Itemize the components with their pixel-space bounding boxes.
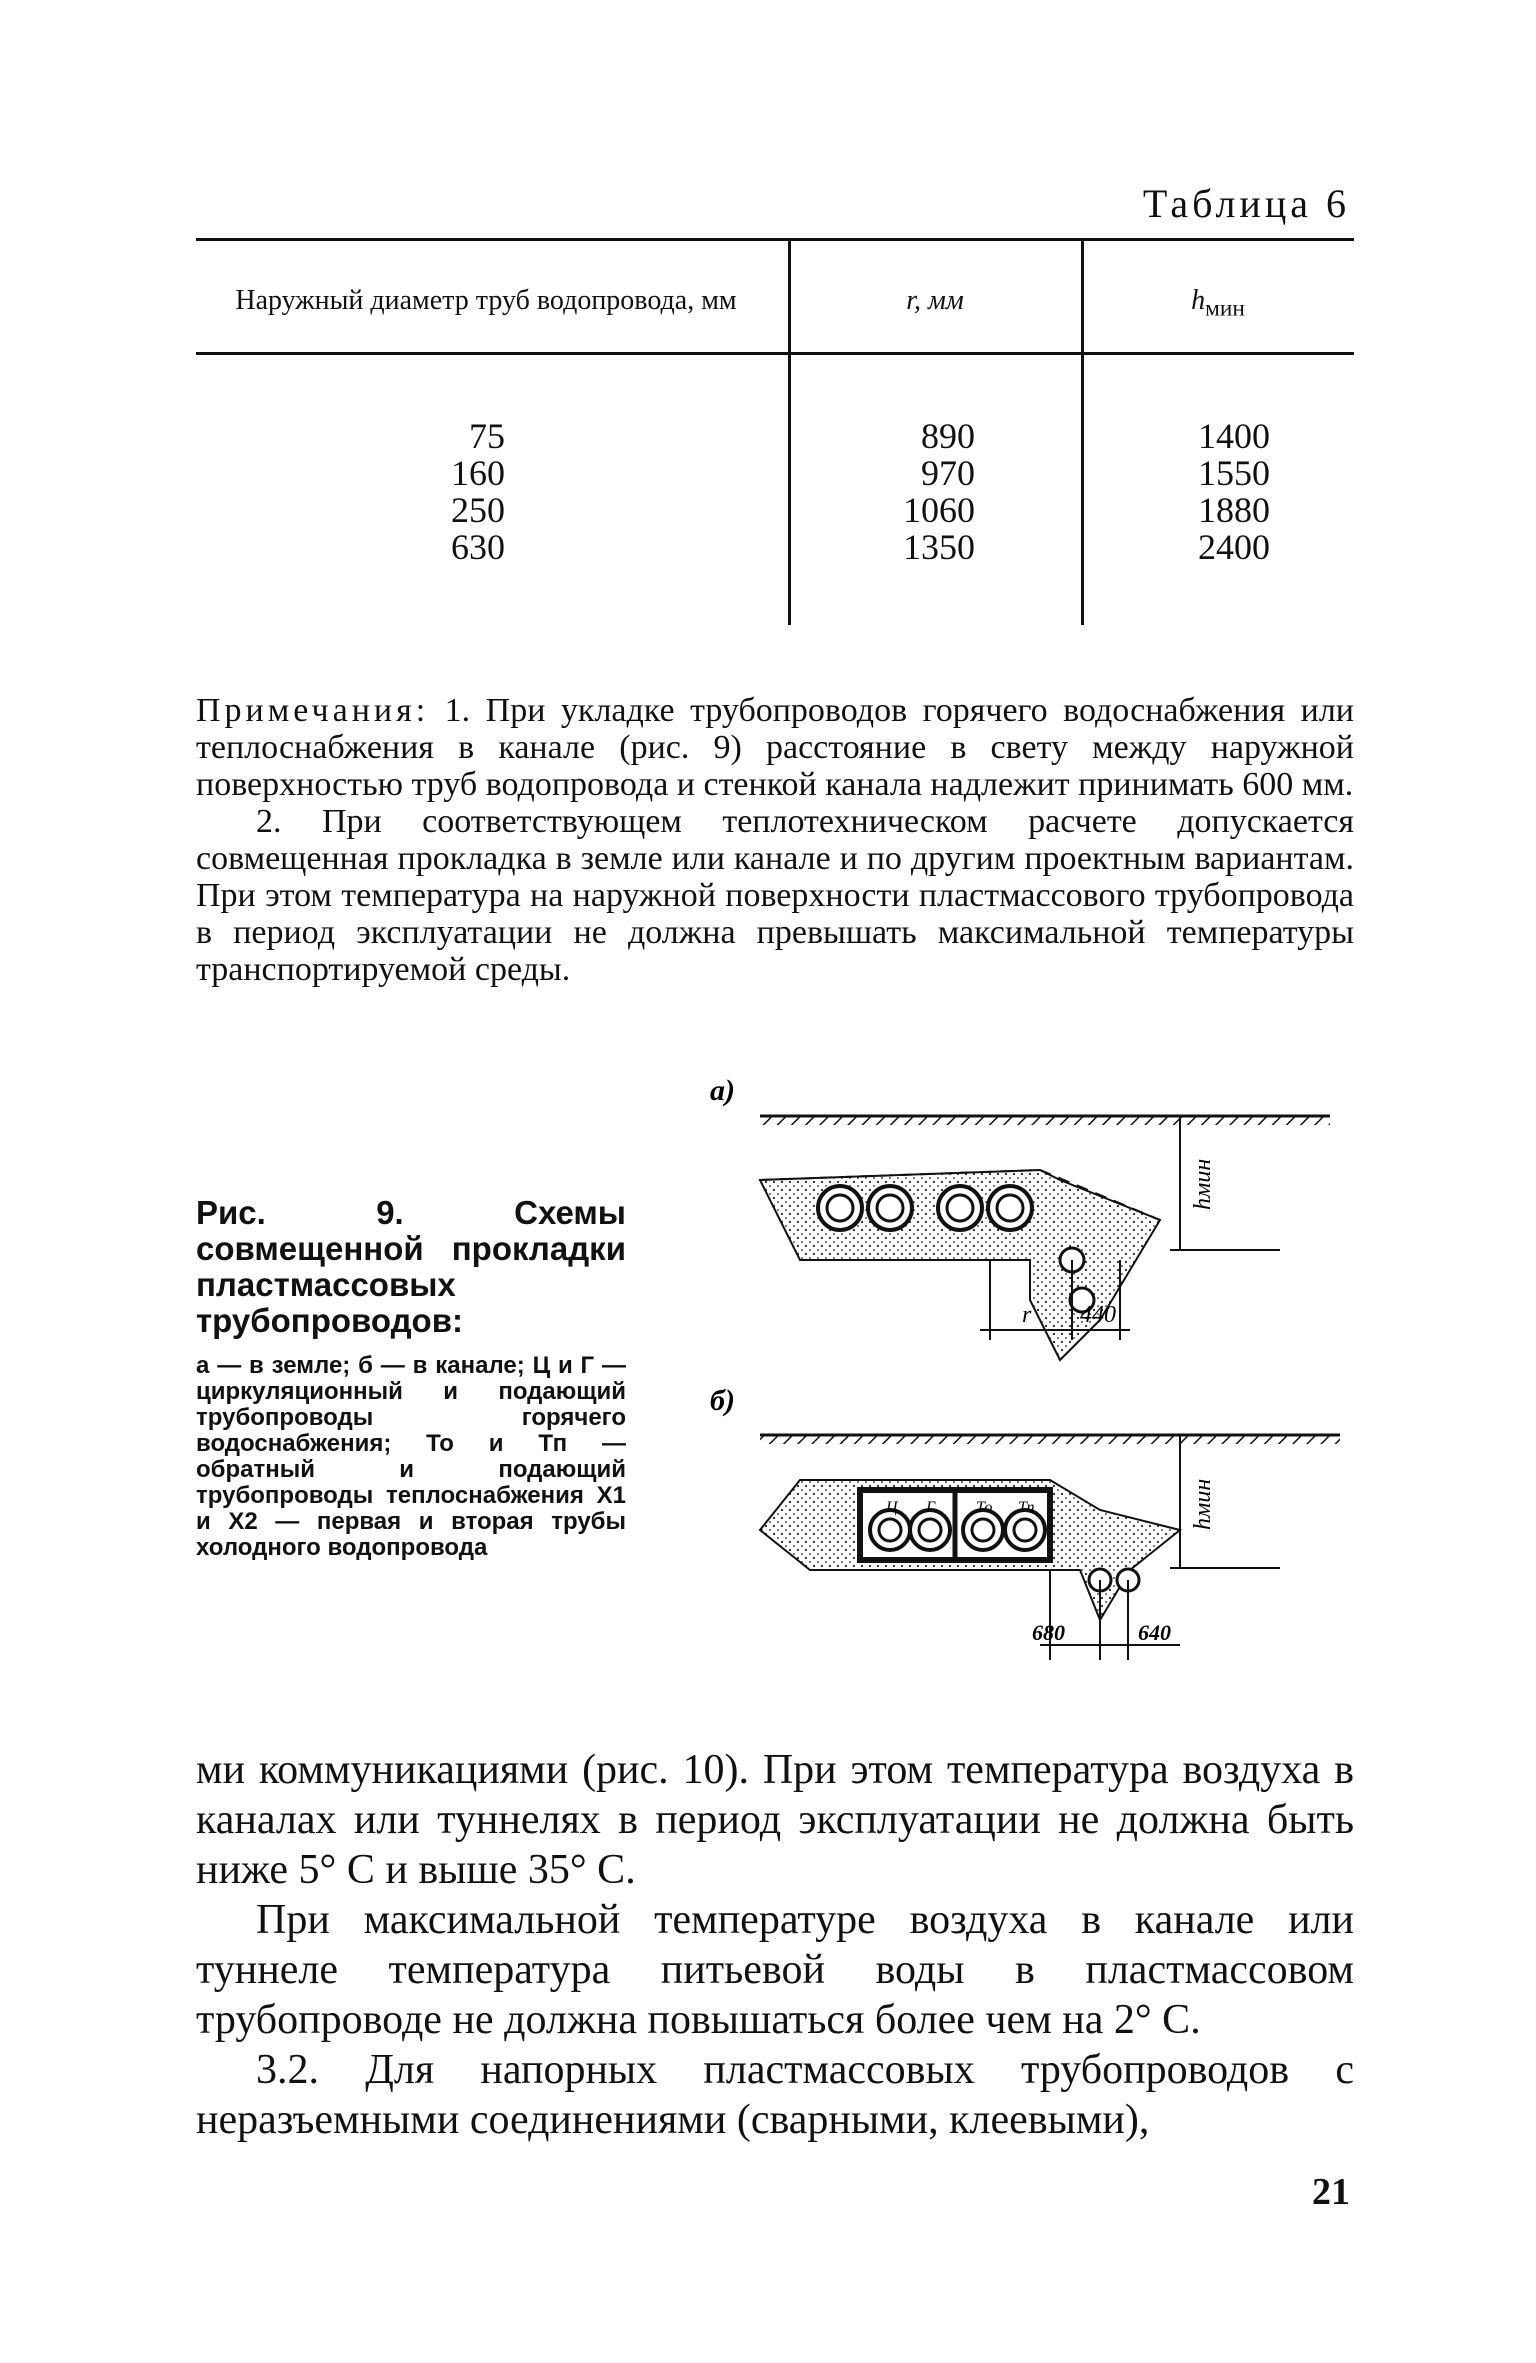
dim-h-label-a: hмин (1190, 1158, 1216, 1210)
header-r: r, мм (906, 285, 964, 316)
pipe-label: Ц (886, 1499, 898, 1516)
table-notes (196, 692, 1354, 988)
figure-caption (196, 1195, 626, 1561)
notes-label: Примечания: (196, 692, 430, 729)
paragraph: ми коммуникациями (рис. 10). При этом температура воздуха в каналах или туннелях в период эксплуатации не должна быть ниже 5° С и выше 35° С. (196, 1747, 1354, 1893)
pipe-label: Тп (1018, 1499, 1035, 1516)
dim-r-label: r (1022, 1302, 1032, 1328)
figure-title: Рис. 9. Схемы совмещенной прокладки пластмассовых трубопроводов: (196, 1194, 626, 1339)
pipe-a-4 (988, 1186, 1032, 1230)
table-cell: 970 (921, 453, 975, 493)
table-header-rule (196, 352, 1354, 355)
header-hmin-main: h (1191, 285, 1206, 316)
paragraph: 3.2. Для напорных пластмассовых трубопроводов с неразъемными соединениями (сварными, клеевыми), (196, 2047, 1354, 2143)
note-2: 2. При соответствующем теплотехническом расчете допускается совмещенная прокладка в земле или канале и по другим проектным вариантам. При этом температура на наружной поверхности пластмассового трубопровода в период эксплуатации не должна превышать максимальной температуры транспортируемой среды. (196, 803, 1354, 988)
pipe-b-supply (910, 1510, 950, 1550)
figure-legend: а — в земле; б — в канале; Ц и Г — циркуляционный и подающий трубопроводы горячего водоснабжения; То и Тп — обратный и подающий трубопроводы теплоснабжения Х1 и Х2 — первая и вторая трубы холодного водопровода (196, 1352, 626, 1561)
table-cell: 75 (469, 416, 505, 456)
table-cell: 250 (451, 490, 505, 530)
table-cell: 1400 (1198, 416, 1270, 456)
ground-hatch (760, 1435, 1340, 1444)
paragraph: При максимальной температуре воздуха в канале или туннеле температура питьевой воды в пластмассовом трубопроводе не должна повышаться более чем на 2° С. (196, 1897, 1354, 2043)
table-cell: 1880 (1198, 490, 1270, 530)
pipe-label: Г (926, 1499, 936, 1516)
dim-h-label-b: hмин (1190, 1478, 1216, 1530)
dim-640-label: 640 (1138, 1620, 1171, 1645)
table-cell: 1060 (903, 490, 975, 530)
page-number: 21 (1312, 2171, 1350, 2213)
table-cell: 1550 (1198, 453, 1270, 493)
pipe-a-1 (818, 1186, 862, 1230)
table-cell: 890 (921, 416, 975, 456)
pipe-a-2 (868, 1186, 912, 1230)
table-cell: 160 (451, 453, 505, 493)
note-1 (196, 692, 1354, 803)
scheme-b-label: б) (710, 1384, 735, 1417)
pipe-b-supply-heat (1005, 1510, 1045, 1550)
table-cell: 1350 (903, 527, 975, 567)
header-diameter: Наружный диаметр труб водопровода, мм (235, 285, 737, 316)
pipe-label: То (976, 1499, 993, 1516)
pipe-layout-diagram (700, 1060, 1360, 1700)
table-top-rule (196, 238, 1354, 241)
table-cell: 630 (451, 527, 505, 567)
header-hmin (1083, 285, 1353, 323)
dim-440-label: 440 (1080, 1302, 1116, 1328)
ground-hatch (760, 1116, 1330, 1125)
column-hmin (1185, 418, 1270, 566)
header-hmin-sub: мин (1205, 295, 1245, 322)
column-diameter (420, 418, 505, 566)
pipe-b-return-heat (963, 1510, 1003, 1550)
pipe-a-3 (938, 1186, 982, 1230)
table-title: Таблица 6 (1142, 181, 1350, 226)
column-r (880, 418, 975, 566)
note-1-text: 1. При укладке трубопроводов горячего водоснабжения или теплоснабжения в канале (рис. 9) расстояние в свету между наружной поверхностью труб водопровода и стенкой канала надлежит принимать 600 мм. (196, 692, 1354, 803)
body-text (196, 1745, 1354, 2145)
dim-680-label: 680 (1032, 1620, 1065, 1645)
scheme-a-label: а) (710, 1074, 735, 1107)
table-cell: 2400 (1198, 527, 1270, 567)
pipe-b-circulation (870, 1510, 910, 1550)
